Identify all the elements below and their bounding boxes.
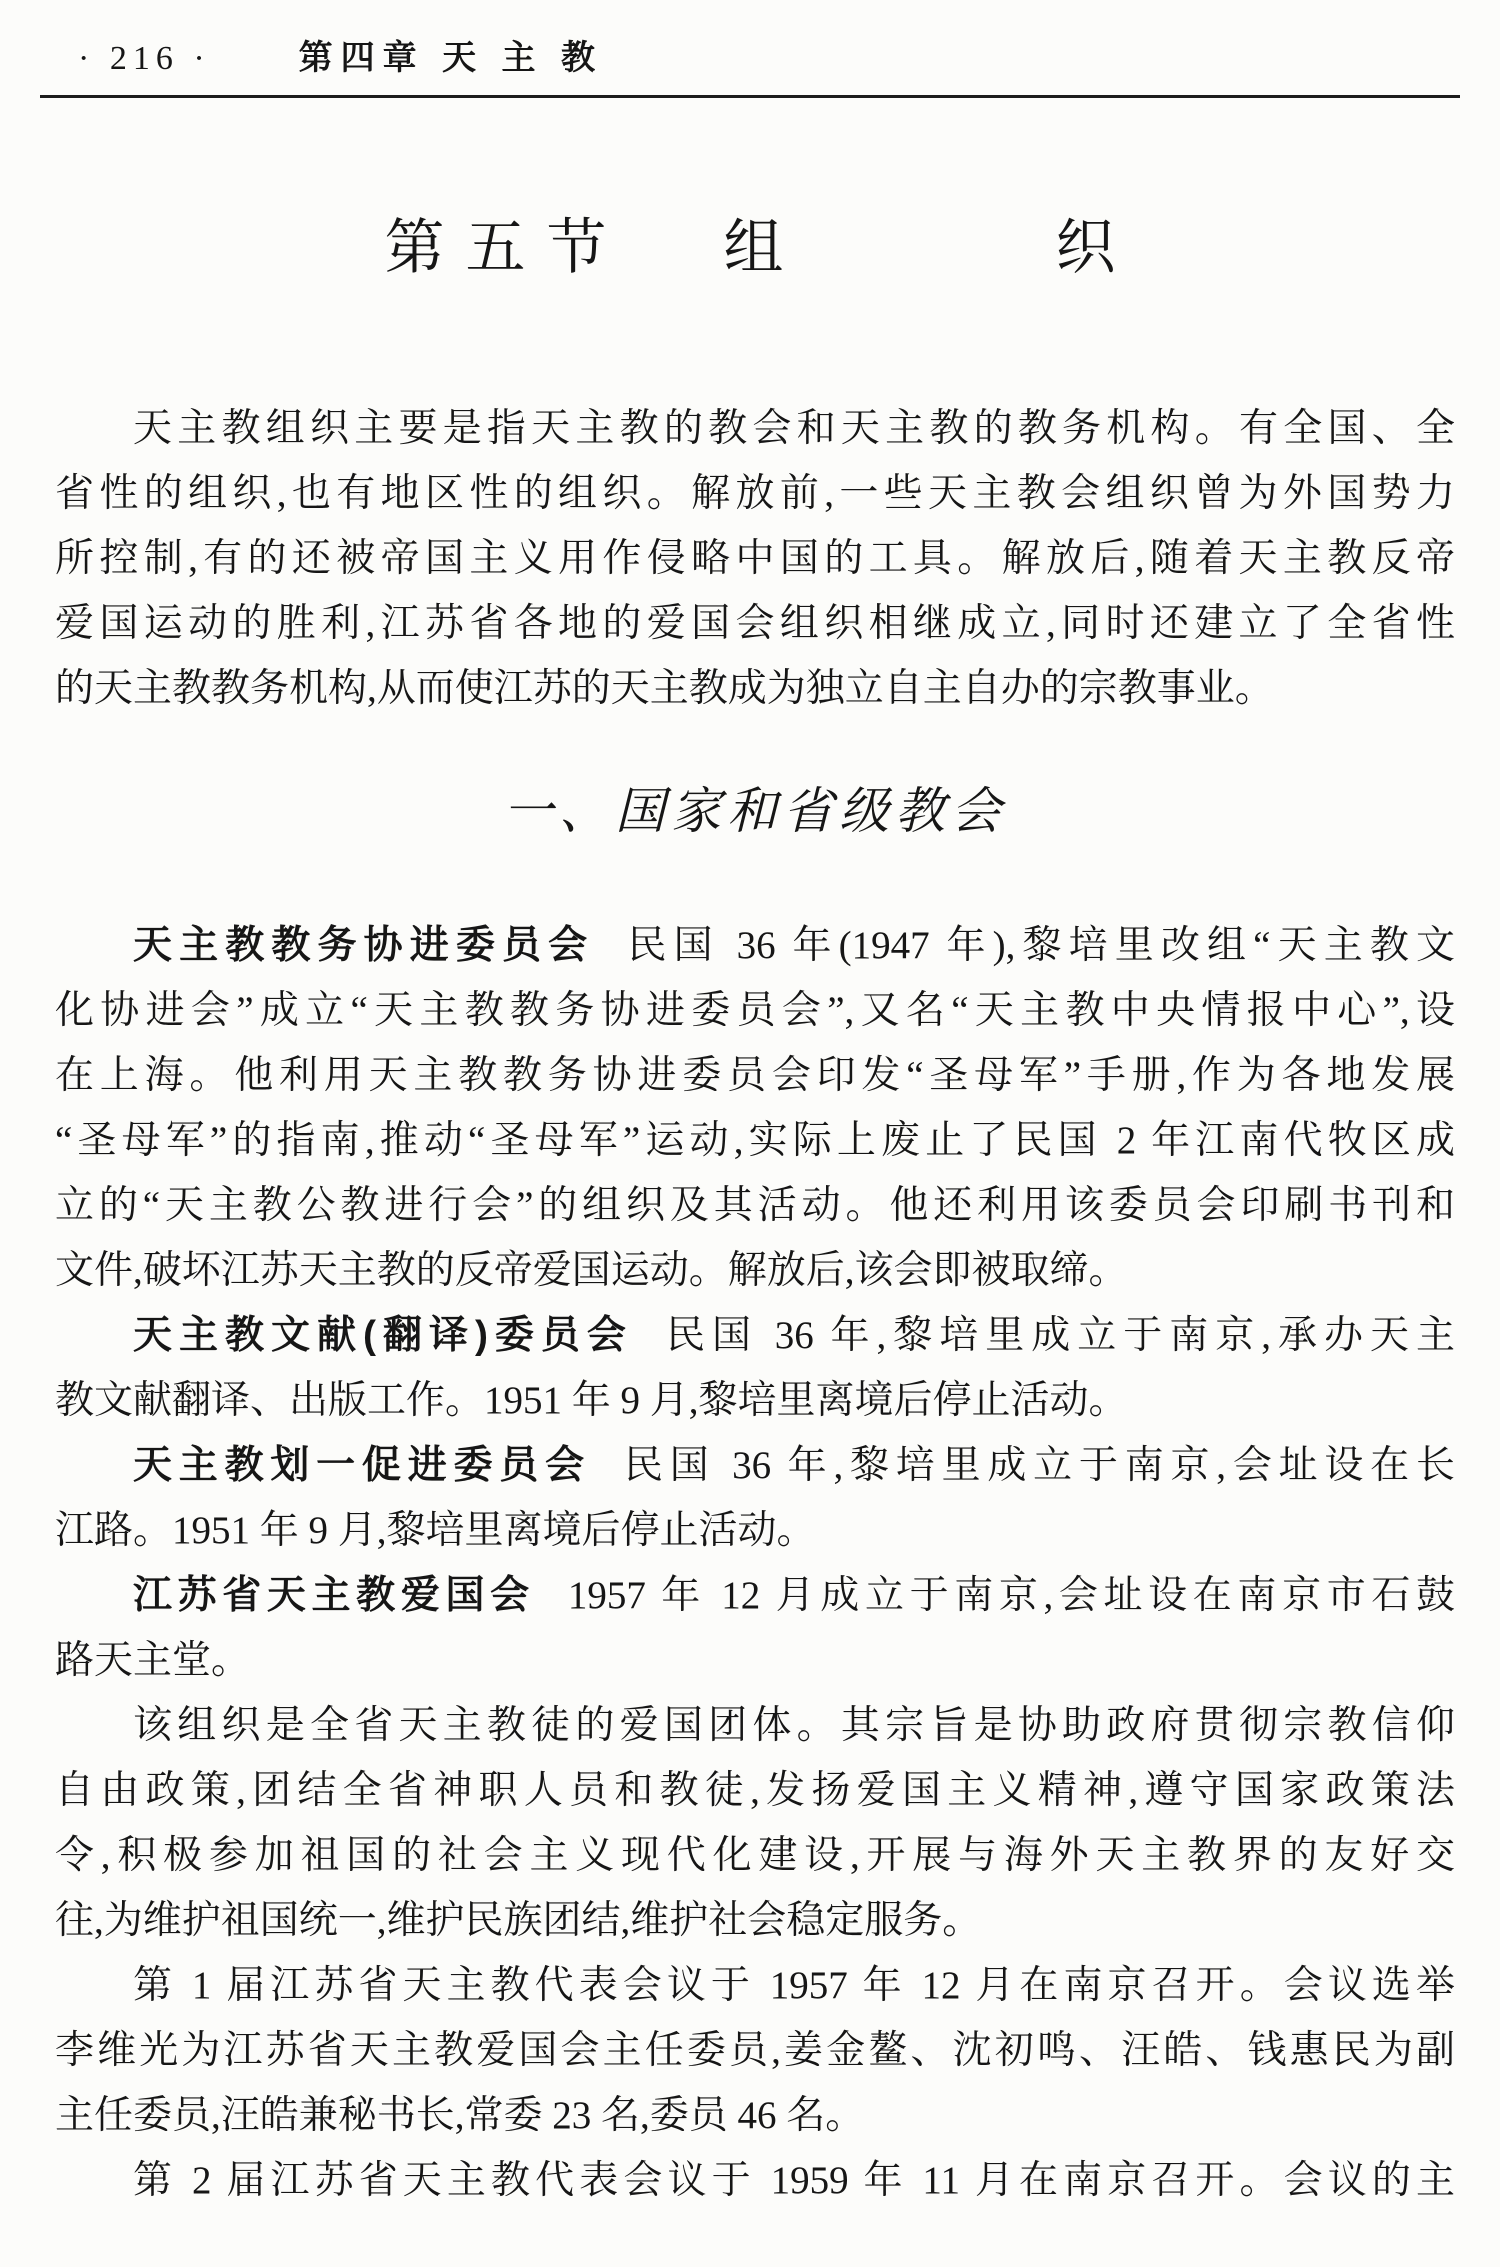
text-line [55,1303,1455,1368]
section-title [0,206,1500,290]
body-paragraph [55,1693,1455,1953]
text-line: 第 1 届江苏省天主教代表会议于 1957 年 12 月在南京召开。会议选举 [133,1964,1455,2007]
text-line: “圣母军”的指南,推动“圣母军”运动,实际上废止了民国 2 年江南代牧区成 [55,1119,1455,1162]
entry-term: 江苏省天主教爱国会 [133,1574,535,1617]
entry-paragraph [55,913,1455,1303]
header-rule [40,95,1460,98]
text-line: 李维光为江苏省天主教爱国会主任委员,姜金鳌、沈初鸣、汪皓、钱惠民为副 [55,2029,1455,2072]
text-line: 省性的组织,也有地区性的组织。解放前,一些天主教会组织曾为外国势力 [55,472,1455,515]
text-line: 令,积极参加祖国的社会主义现代化建设,开展与海外天主教界的友好交 [55,1834,1455,1877]
chapter-title: 第四章 天 主 教 [298,39,603,77]
text-line: 立的“天主教公教进行会”的组织及其活动。他还利用该委员会印刷书刊和 [55,1184,1455,1227]
section-title-word-1: 组 [723,215,784,281]
body-paragraph [55,2148,1455,2213]
text-line: 文件,破坏江苏天主教的反帝爱国运动。解放后,该会即被取缔。 [55,1249,1128,1292]
text-line: 路天主堂。 [55,1639,251,1682]
text-line: 第 2 届江苏省天主教代表会议于 1959 年 11 月在南京召开。会议的主 [133,2159,1455,2202]
text-line: 自由政策,团结全省神职人员和教徒,发扬爱国主义精神,遵守国家政策法 [55,1769,1455,1812]
text-line: 江路。1951 年 9 月,黎培里离境后停止活动。 [55,1509,816,1552]
text-line [55,1433,1455,1498]
text-line: 主任委员,汪皓兼秘书长,常委 23 名,委员 46 名。 [55,2094,865,2137]
entry-text: 民国 36 年,黎培里成立于南京,承办天主 [666,1314,1455,1357]
text-line: 往,为维护祖国统一,维护民族团结,维护社会稳定服务。 [55,1899,982,1942]
entries-block [55,913,1455,2213]
section-title-word-2: 织 [1055,215,1116,281]
text-line [55,913,1455,978]
page-header [0,0,1500,79]
text-line: 在上海。他利用天主教教务协进委员会印发“圣母军”手册,作为各地发展 [55,1054,1455,1097]
intro-paragraph [55,396,1455,721]
text-line: 的天主教教务机构,从而使江苏的天主教成为独立自主自办的宗教事业。 [55,667,1274,710]
subsection-heading: 一、国家和省级教会 [503,783,1007,839]
entry-term: 天主教文献(翻译)委员会 [133,1314,633,1357]
entry-text: 民国 36 年(1947 年),黎培里改组“天主教文 [627,924,1455,967]
page-body [0,396,1500,2213]
body-paragraph [55,1953,1455,2148]
text-line: 天主教组织主要是指天主教的教会和天主教的教务机构。有全国、全 [133,407,1455,450]
text-line: 该组织是全省天主教徒的爱国团体。其宗旨是协助政府贯彻宗教信仰 [133,1704,1455,1747]
entry-term: 天主教教务协进委员会 [133,924,595,967]
section-title-label: 第五节 [384,215,628,281]
text-line [55,1563,1455,1628]
text-line: 爱国运动的胜利,江苏省各地的爱国会组织相继成立,同时还建立了全省性 [55,602,1455,645]
entry-text: 民国 36 年,黎培里成立于南京,会址设在长 [624,1444,1455,1487]
entry-paragraph [55,1563,1455,1693]
text-line: 教文献翻译、出版工作。1951 年 9 月,黎培里离境后停止活动。 [55,1379,1128,1422]
page-number: · 216 · [78,40,211,77]
entry-paragraph [55,1433,1455,1563]
text-line: 所控制,有的还被帝国主义用作侵略中国的工具。解放后,随着天主教反帝 [55,537,1455,580]
entry-term: 天主教划一促进委员会 [133,1444,591,1487]
entry-paragraph [55,1303,1455,1433]
entry-text: 1957 年 12 月成立于南京,会址设在南京市石鼓 [567,1574,1455,1617]
text-line: 化协进会”成立“天主教教务协进委员会”,又名“天主教中央情报中心”,设 [55,989,1455,1032]
